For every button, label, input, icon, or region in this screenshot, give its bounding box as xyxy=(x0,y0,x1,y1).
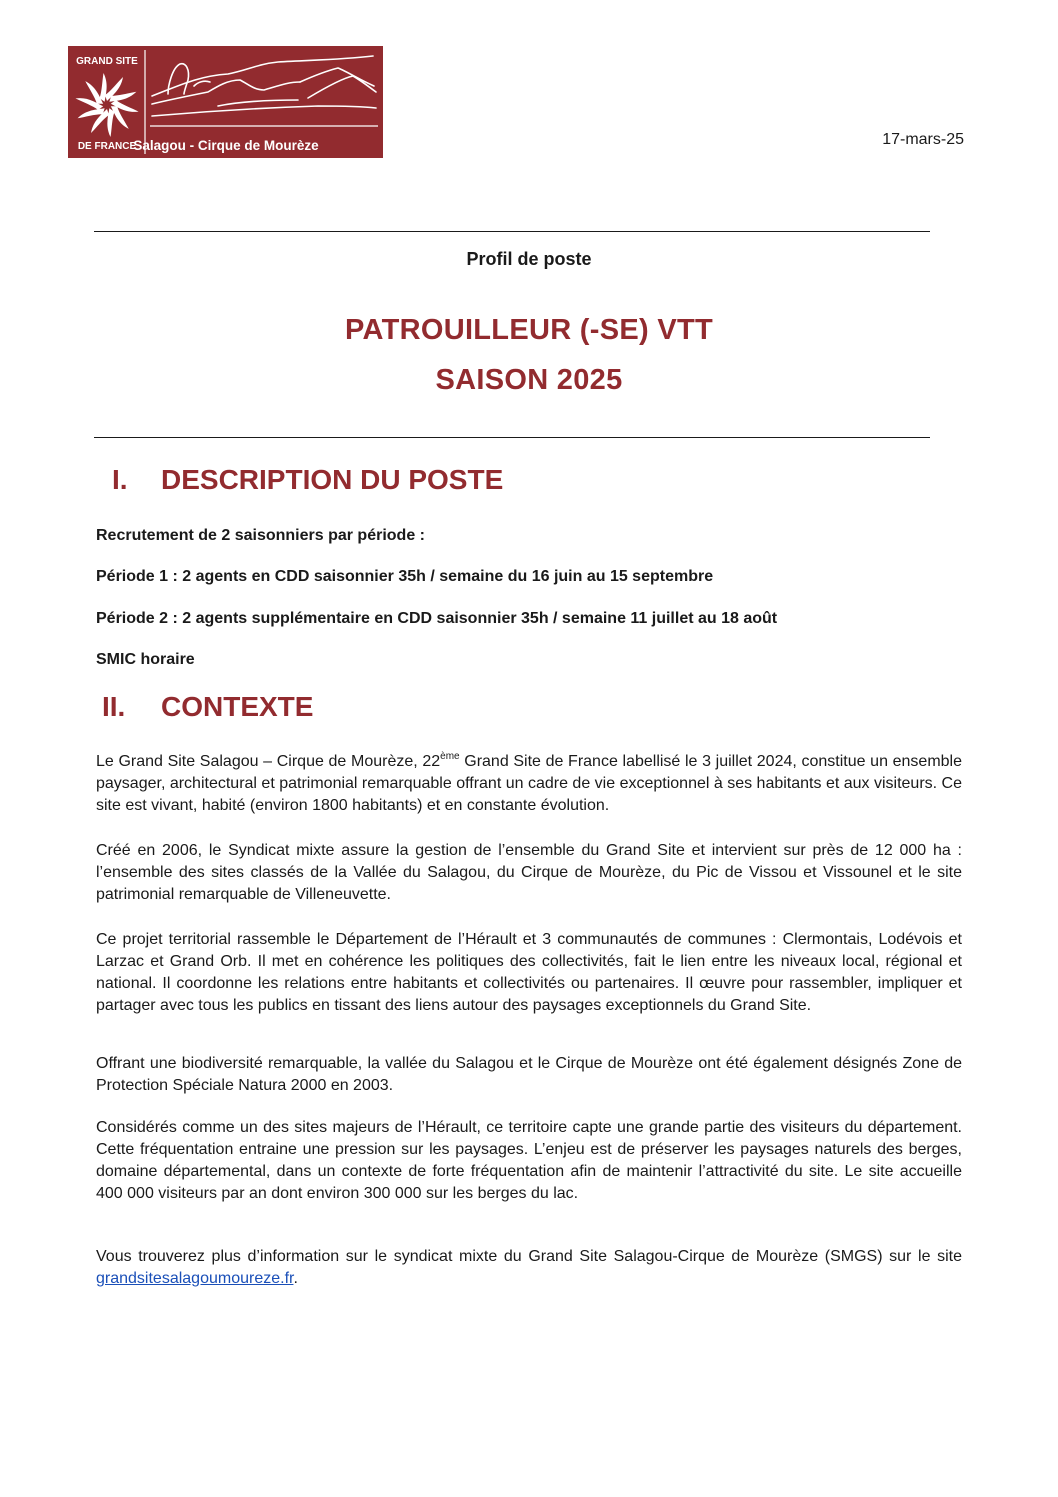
recruitment-line: Recrutement de 2 saisonniers par période : xyxy=(96,527,425,544)
context-paragraph-1 xyxy=(96,751,962,817)
context-paragraph-5: Considérés comme un des sites majeurs de l’Hérault, ce territoire capte une grande partie des visiteurs du département. Cette fréquentation entraine une pression sur les paysages. L’enjeu est de préserver les paysages naturels des berges, domaine départemental, dans un contexte de forte fréquentation afin de maintenir l’attractivité du site. Le site accueille 400 000 visiteurs par an dont environ 300 000 sur les berges du lac. xyxy=(96,1119,962,1202)
job-title: PATROUILLEUR (-SE) VTT xyxy=(345,314,713,346)
context-paragraph-4: Offrant une biodiversité remarquable, la vallée du Salagou et le Cirque de Mourèze ont été également désignés Zone de Protection Spéciale Natura 2000 en 2003. xyxy=(96,1055,962,1094)
section-title: DESCRIPTION DU POSTE xyxy=(161,464,504,495)
title-divider xyxy=(94,437,930,438)
logo-line2: DE FRANCE xyxy=(77,141,137,152)
top-divider xyxy=(94,231,930,232)
paragraph-text: . xyxy=(293,1270,298,1287)
section-number: I. xyxy=(112,464,128,495)
section-heading-contexte xyxy=(100,691,313,723)
paragraph-text: Grand Site de France labellisé le 3 juillet 2024, constitue un ensemble paysager, architectural et patrimonial remarquable offrant un cadre de vie exceptionnel à ses habitants et aux visiteurs. Ce site est vivant, habité (environ 1800 habitants) et en constante évolution. xyxy=(96,753,962,814)
document-date: 17-mars-25 xyxy=(882,131,964,148)
grand-site-logo xyxy=(68,46,383,158)
logo-line1: GRAND SITE xyxy=(76,56,138,67)
logo-site-name: Salagou - Cirque de Mourèze xyxy=(133,138,319,153)
context-paragraph-3: Ce projet territorial rassemble le Département de l’Hérault et 3 communautés de communes : Clermontais, Lodévois et Larzac et Grand Orb. Il met en cohérence les politiques des collectivités, fait le lien entre les niveaux local, régional et national. Il coordonne les relations entre habitants et collectivités ou partenaires. Il œuvre pour rassembler, impliquer et partager avec tous les publics en tissant des liens autour des paysages exceptionnels du Grand Site. xyxy=(96,931,962,1014)
logo-graphic xyxy=(68,46,383,158)
context-paragraph-2: Créé en 2006, le Syndicat mixte assure la gestion de l’ensemble du Grand Site et intervient sur près de 12 000 ha : l’ensemble des sites classés de la Vallée du Salagou, du Cirque de Mourèze, du Pic de Vissou et Vissounel et le site patrimonial remarquable de Villeneuvette. xyxy=(96,842,962,903)
salary-line: SMIC horaire xyxy=(96,651,195,668)
section-title: CONTEXTE xyxy=(161,691,314,722)
document-subtitle: Profil de poste xyxy=(466,249,592,269)
paragraph-text: Le Grand Site Salagou – Cirque de Mourèze, 22 xyxy=(96,753,441,770)
website-link[interactable]: grandsitesalagoumoureze.fr xyxy=(96,1270,294,1287)
period-1-line: Période 1 : 2 agents en CDD saisonnier 35h / semaine du 16 juin au 15 septembre xyxy=(96,568,714,585)
period-2-line: Période 2 : 2 agents supplémentaire en CDD saisonnier 35h / semaine 11 juillet au 18 août xyxy=(96,610,778,627)
paragraph-text: Vous trouverez plus d’information sur le syndicat mixte du Grand Site Salagou-Cirque de Mourèze (SMGS) sur le site xyxy=(96,1248,962,1265)
section-heading-description xyxy=(100,464,503,496)
ordinal-superscript: ème xyxy=(440,751,460,762)
context-paragraph-6 xyxy=(96,1246,962,1290)
season-title: SAISON 2025 xyxy=(435,364,623,396)
section-number: II. xyxy=(102,691,126,722)
